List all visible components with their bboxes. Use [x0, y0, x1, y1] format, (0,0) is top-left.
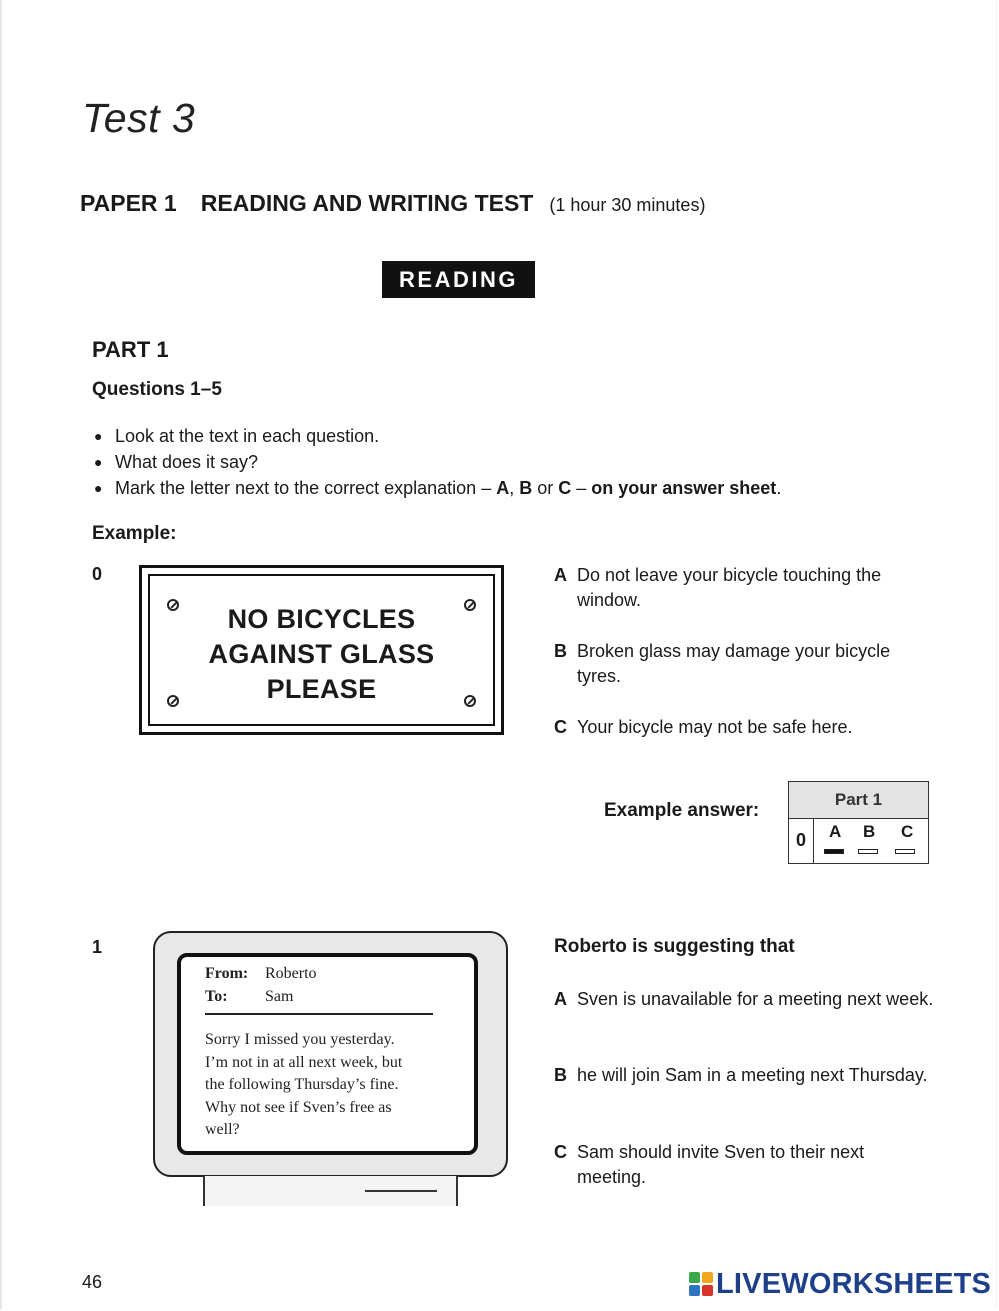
email-to-row: To: Sam [205, 988, 294, 1005]
question-1-option-c[interactable]: C Sam should invite Sven to their next meeting. [554, 1142, 865, 1187]
answer-row-number: 0 [789, 818, 814, 863]
instruction-item: ● Look at the text in each question. [94, 423, 781, 449]
instruction-item: ● Mark the letter next to the correct explanation – A, B or C – on your answer sheet. [94, 475, 781, 501]
computer-monitor [153, 931, 508, 1177]
part-title: PART 1 [92, 337, 169, 362]
liveworksheets-brand[interactable] [689, 1268, 991, 1301]
instructions-list [94, 423, 781, 501]
example-label: Example: [92, 523, 177, 544]
answer-mark-a-filled[interactable] [824, 849, 844, 854]
bullet-icon: ● [94, 454, 103, 470]
monitor-stand [203, 1176, 458, 1206]
question-1-option-b[interactable]: B he will join Sam in a meeting next Thursday. [554, 1065, 928, 1085]
sign-text: NO BICYCLES AGAINST GLASS PLEASE [208, 604, 435, 704]
reading-banner: READING [382, 261, 535, 298]
email-divider [205, 1013, 433, 1015]
brand-text: LIVEWORKSHEETS [716, 1268, 992, 1300]
answer-letter-a: A [829, 822, 842, 841]
instruction-item: ● What does it say? [94, 449, 781, 475]
answer-box-header: Part 1 [789, 782, 928, 819]
example-sign [139, 565, 504, 735]
answer-letter-b: B [863, 822, 876, 841]
paper-duration: (1 hour 30 minutes) [549, 195, 706, 215]
paper-name: READING AND WRITING TEST [200, 190, 534, 216]
example-option-c[interactable]: C Your bicycle may not be safe here. [554, 717, 853, 737]
bullet-icon: ● [94, 428, 103, 444]
example-answer-box [788, 781, 929, 864]
answer-mark-c[interactable] [895, 849, 915, 854]
question-1-stem: Roberto is suggesting that [554, 936, 795, 957]
monitor-slot [365, 1190, 437, 1192]
email-body: Sorry I missed you yesterday. I’m not in at all next week, but the following Thursday’s fine. Why not see if Sven’s free as well? [205, 1031, 403, 1138]
example-number: 0 [92, 564, 103, 584]
question-1-number: 1 [92, 937, 103, 957]
test-title: Test 3 [82, 95, 196, 141]
example-option-b[interactable]: B Broken glass may damage your bicycle tyres. [554, 641, 891, 686]
example-answer-label: Example answer: [604, 800, 760, 821]
answer-mark-b[interactable] [858, 849, 878, 854]
email-screen [177, 953, 478, 1155]
bullet-icon: ● [94, 480, 103, 496]
questions-range: Questions 1–5 [92, 379, 222, 400]
email-from-row: From: Roberto [205, 965, 317, 982]
example-option-a[interactable]: A Do not leave your bicycle touching the window. [554, 565, 882, 610]
page-number: 46 [82, 1272, 103, 1292]
sign-inner-frame [148, 574, 495, 726]
paper-heading [80, 190, 705, 217]
paper-label: PAPER 1 [80, 190, 177, 216]
answer-letter-c: C [901, 822, 914, 841]
question-1-option-a[interactable]: A Sven is unavailable for a meeting next week. [554, 989, 934, 1009]
liveworksheets-logo-icon [689, 1272, 713, 1296]
